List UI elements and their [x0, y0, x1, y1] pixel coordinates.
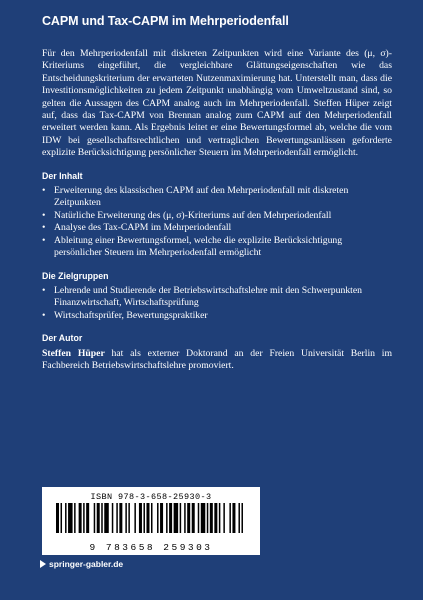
- list-item: • Lehrende und Studierende der Betriebswirtschaftslehre mit den Schwerpunkten Finanzwirtschaft, Wirtschaftsprüfung: [42, 285, 392, 310]
- inhalt-list: [42, 185, 392, 259]
- isbn-text: ISBN 978-3-658-25930-3: [90, 492, 212, 502]
- publisher-website[interactable]: [40, 559, 123, 569]
- barcode-number: 9 783658 259303: [89, 542, 213, 553]
- isbn-barcode: [42, 487, 260, 555]
- website-label: springer-gabler.de: [49, 559, 124, 569]
- list-item: • Analyse des Tax-CAPM im Mehrperiodenfall: [42, 222, 392, 234]
- intro-paragraph: Für den Mehrperiodenfall mit diskreten Zeitpunkten wird eine Variante des (μ, σ)-Kriteriums eingeführt, die vergleichbare Glättungseigenschaften wie das Entscheidungskriterium der erwarteten Nutzenmaximierung hat. Unterstellt man, dass die Investitionsmöglichkeiten zu jedem Zeitpunkt unabhängig vom Umweltzustand sind, so gelten die Aussagen des CAPM analog auch im Mehrperiodenfall. Steffen Hüper zeigt auf, dass das Tax-CAPM von Brennan analog zum CAPM auf den Mehrperiodenfall erweitert werden kann. Als Ergebnis leitet er eine Bewertungsformel ab, welche die vom IDW bei gesellschaftsrechtlichen und vertraglichen Bewertungsanlässen geforderte explizite Berücksichtigung persönlicher Steuern im Mehrperiodenfall ermöglicht.: [42, 48, 392, 159]
- back-cover-content: [42, 48, 392, 372]
- author-paragraph: [42, 348, 392, 373]
- inhalt-heading: Der Inhalt: [42, 170, 83, 181]
- list-item: • Ableitung einer Bewertungsformel, welche die explizite Berücksichtigung persönlicher Steuern im Mehrperiodenfall ermöglicht: [42, 235, 392, 260]
- play-arrow-icon: [40, 560, 46, 568]
- list-item: • Wirtschaftsprüfer, Bewertungspraktiker: [42, 310, 392, 322]
- list-item: • Natürliche Erweiterung des (μ, σ)-Kriteriums auf den Mehrperiodenfall: [42, 210, 392, 222]
- zielgruppen-heading: Die Zielgruppen: [42, 270, 109, 281]
- zielgruppen-list: [42, 285, 392, 322]
- barcode-bars: [56, 503, 246, 543]
- autor-heading: Der Autor: [42, 333, 83, 344]
- list-item: • Erweiterung des klassischen CAPM auf den Mehrperiodenfall mit diskreten Zeitpunkten: [42, 185, 392, 210]
- book-title: CAPM und Tax-CAPM im Mehrperiodenfall: [42, 14, 289, 28]
- author-name: Steffen Hüper: [42, 347, 105, 359]
- author-bio: hat als externer Doktorand an der Freien Universität Berlin im Fachbereich Betriebswirtschaftslehre promoviert.: [42, 347, 392, 371]
